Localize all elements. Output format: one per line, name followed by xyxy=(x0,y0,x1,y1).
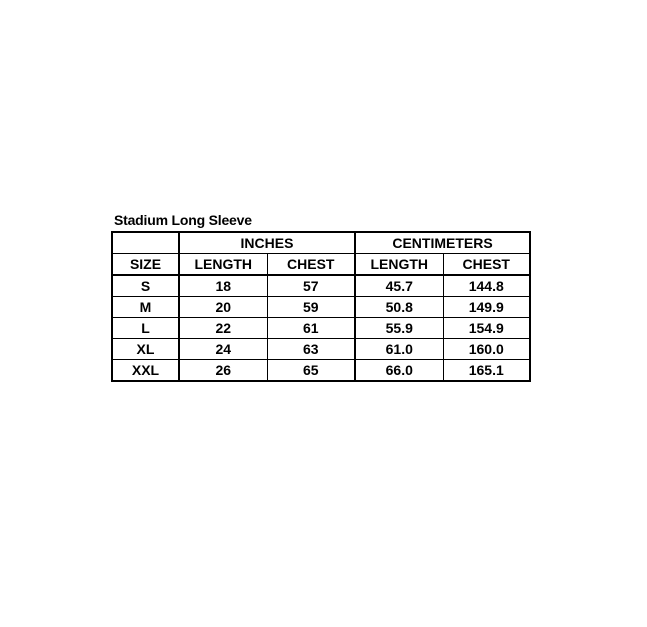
empty-corner-cell xyxy=(112,232,179,254)
header-inches-chest: CHEST xyxy=(267,254,355,276)
cm-length-cell: 50.8 xyxy=(355,297,443,318)
size-cell: XL xyxy=(112,339,179,360)
cm-chest-cell: 154.9 xyxy=(443,318,530,339)
size-chart-title: Stadium Long Sleeve xyxy=(114,212,252,228)
size-cell: L xyxy=(112,318,179,339)
size-chart-table xyxy=(111,231,531,382)
table-row xyxy=(112,318,530,339)
cm-chest-cell: 160.0 xyxy=(443,339,530,360)
cm-chest-cell: 165.1 xyxy=(443,360,530,382)
header-cm-chest: CHEST xyxy=(443,254,530,276)
table-row xyxy=(112,275,530,297)
inches-length-cell: 26 xyxy=(179,360,267,382)
inches-chest-cell: 61 xyxy=(267,318,355,339)
inches-length-cell: 18 xyxy=(179,275,267,297)
table-row xyxy=(112,360,530,382)
inches-chest-cell: 65 xyxy=(267,360,355,382)
size-cell: M xyxy=(112,297,179,318)
cm-length-cell: 61.0 xyxy=(355,339,443,360)
group-header-inches: INCHES xyxy=(179,232,355,254)
inches-length-cell: 20 xyxy=(179,297,267,318)
cm-chest-cell: 144.8 xyxy=(443,275,530,297)
cm-chest-cell: 149.9 xyxy=(443,297,530,318)
group-header-centimeters: CENTIMETERS xyxy=(355,232,530,254)
size-cell: S xyxy=(112,275,179,297)
inches-length-cell: 22 xyxy=(179,318,267,339)
cm-length-cell: 55.9 xyxy=(355,318,443,339)
size-cell: XXL xyxy=(112,360,179,382)
inches-length-cell: 24 xyxy=(179,339,267,360)
column-header-row xyxy=(112,254,530,276)
inches-chest-cell: 57 xyxy=(267,275,355,297)
cm-length-cell: 45.7 xyxy=(355,275,443,297)
header-cm-length: LENGTH xyxy=(355,254,443,276)
inches-chest-cell: 63 xyxy=(267,339,355,360)
header-size: SIZE xyxy=(112,254,179,276)
cm-length-cell: 66.0 xyxy=(355,360,443,382)
group-header-row xyxy=(112,232,530,254)
table-row xyxy=(112,297,530,318)
header-inches-length: LENGTH xyxy=(179,254,267,276)
inches-chest-cell: 59 xyxy=(267,297,355,318)
table-row xyxy=(112,339,530,360)
